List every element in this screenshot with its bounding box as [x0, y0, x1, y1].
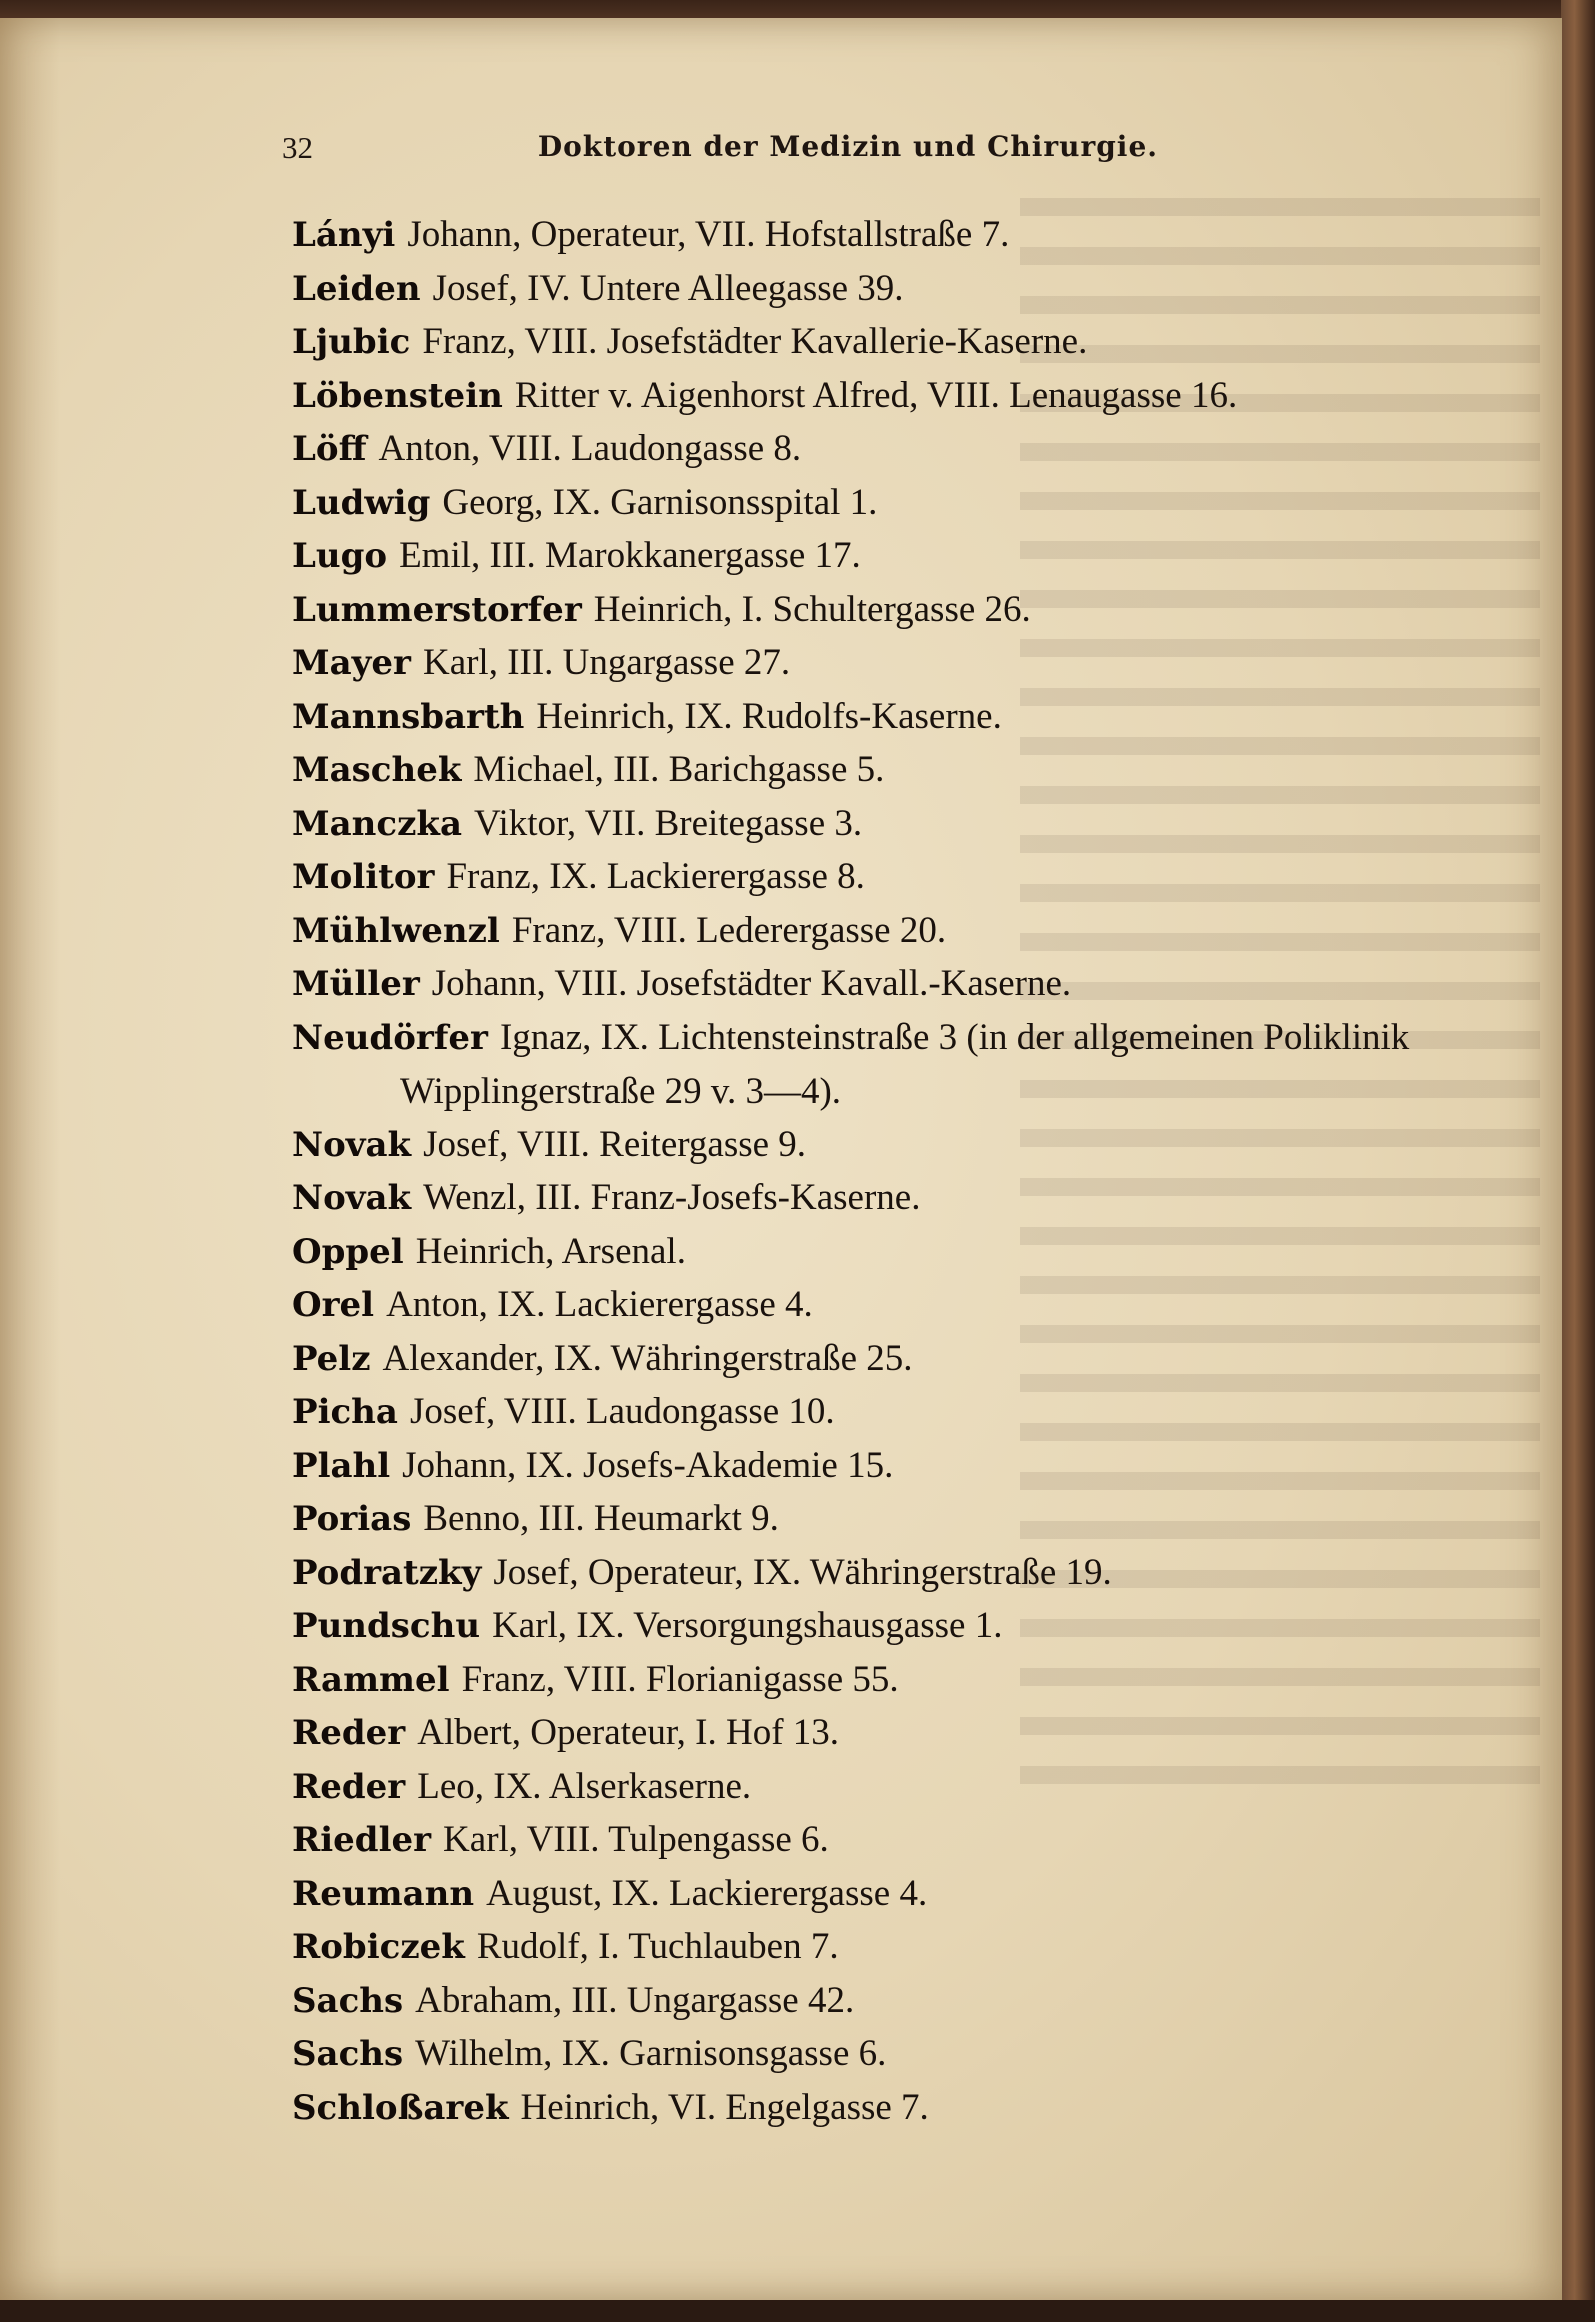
- list-item: [292, 262, 1522, 316]
- entry-detail: Johann, Operateur, VII. Hofstallstraße 7.: [407, 214, 1010, 255]
- entry-surname: Schloßarek: [292, 2087, 509, 2128]
- entry-surname: Podratzky: [292, 1552, 482, 1593]
- entry-surname: Pelz: [292, 1338, 371, 1379]
- entry-detail: Ritter v. Aigenhorst Alfred, VIII. Lenaugasse 16.: [514, 374, 1238, 416]
- entry-detail: Josef, Operateur, IX. Währingerstraße 19.: [493, 1551, 1112, 1593]
- entry-surname: Maschek: [292, 750, 462, 790]
- entry-surname: Plahl: [292, 1445, 391, 1486]
- entry-detail: Emil, III. Marokkanergasse 17.: [399, 535, 861, 576]
- entry-surname: Pundschu: [292, 1606, 481, 1646]
- list-item: [292, 904, 1522, 958]
- list-item: [292, 797, 1522, 851]
- page-header: [282, 130, 1158, 180]
- entry-detail: Anton, IX. Lackierergasse 4.: [386, 1284, 813, 1325]
- entry-detail: Ignaz, IX. Lichtensteinstraße 3 (in der allgemeinen Poliklinik: [499, 1016, 1410, 1058]
- entry-detail: Josef, VIII. Reitergasse 9.: [423, 1123, 807, 1165]
- entry-surname: Molitor: [292, 857, 435, 897]
- entry-surname: Picha: [292, 1392, 398, 1432]
- entry-detail: Rudolf, I. Tuchlauben 7.: [476, 1926, 839, 1967]
- list-item: [292, 850, 1522, 904]
- list-item: [292, 1920, 1522, 1974]
- entry-surname: Müller: [292, 964, 420, 1004]
- entry-detail: Abraham, III. Ungargasse 42.: [415, 1979, 855, 2021]
- list-item: [292, 1385, 1522, 1439]
- list-item: [292, 1599, 1522, 1653]
- list-item: [292, 2081, 1522, 2135]
- entry-detail: Wenzl, III. Franz-Josefs-Kaserne.: [423, 1177, 921, 1218]
- book-edge-right: [1561, 0, 1595, 2322]
- entry-detail: Heinrich, VI. Engelgasse 7.: [520, 2086, 929, 2128]
- entry-detail: Heinrich, I. Schultergasse 26.: [593, 588, 1031, 630]
- entry-detail: Heinrich, IX. Rudolfs-Kaserne.: [536, 695, 1002, 737]
- entry-surname: Sachs: [292, 2034, 404, 2074]
- entry-surname: Ludwig: [292, 482, 431, 523]
- entry-detail: August, IX. Lackierergasse 4.: [486, 1872, 928, 1914]
- list-item: [292, 1974, 1522, 2028]
- entry-detail: Karl, VIII. Tulpengasse 6.: [443, 1819, 829, 1860]
- entry-surname: Löbenstein: [292, 375, 503, 416]
- list-item: [292, 583, 1522, 637]
- running-head: Doktoren der Medizin und Chirurgie.: [537, 130, 1158, 163]
- entry-surname: Reumann: [292, 1873, 475, 1914]
- list-item: [292, 1332, 1522, 1386]
- book-edge-bottom: [0, 2300, 1595, 2322]
- list-item: [292, 1439, 1522, 1493]
- list-item: [292, 1653, 1522, 1707]
- entry-surname: Lummerstorfer: [292, 589, 582, 630]
- entry-surname: Mühlwenzl: [292, 910, 500, 951]
- list-item: [292, 1011, 1522, 1118]
- entry-surname: Lugo: [292, 536, 388, 576]
- entry-detail: Wilhelm, IX. Garnisonsgasse 6.: [415, 2033, 887, 2074]
- entry-surname: Riedler: [292, 1820, 432, 1860]
- entry-detail: Franz, VIII. Lederergasse 20.: [511, 909, 947, 951]
- entry-surname: Sachs: [292, 1980, 404, 2021]
- list-item: [292, 636, 1522, 690]
- entry-surname: Lányi: [292, 215, 396, 255]
- list-item: [292, 529, 1522, 583]
- entry-surname: Porias: [292, 1499, 412, 1539]
- entry-detail: Benno, III. Heumarkt 9.: [423, 1498, 779, 1539]
- entry-continuation: Wipplingerstraße 29 v. 3—4).: [400, 1071, 842, 1112]
- entry-surname: Mannsbarth: [292, 696, 525, 737]
- entry-detail: Alexander, IX. Währingerstraße 25.: [382, 1337, 913, 1379]
- list-item: [292, 690, 1522, 744]
- list-item: [292, 1867, 1522, 1921]
- list-item: [292, 2027, 1522, 2081]
- entry-surname: Leiden: [292, 268, 421, 309]
- entry-surname: Reder: [292, 1766, 406, 1807]
- entry-detail: Josef, IV. Untere Alleegasse 39.: [432, 267, 904, 309]
- list-item: [292, 315, 1522, 369]
- entry-detail: Michael, III. Barichgasse 5.: [473, 749, 885, 790]
- list-item: [292, 1118, 1522, 1172]
- list-item: [292, 1546, 1522, 1600]
- entry-surname: Robiczek: [292, 1927, 465, 1967]
- list-item: [292, 369, 1522, 423]
- list-item: [292, 1171, 1522, 1225]
- entry-detail: Johann, VIII. Josefstädter Kavall.-Kaserne.: [431, 963, 1072, 1004]
- list-item: [292, 743, 1522, 797]
- list-item: [292, 422, 1522, 476]
- entry-surname: Manczka: [292, 803, 462, 844]
- entry-detail: Anton, VIII. Laudongasse 8.: [378, 428, 802, 469]
- entry-detail: Johann, IX. Josefs-Akademie 15.: [402, 1444, 894, 1486]
- list-item: [292, 957, 1522, 1011]
- entry-detail: Leo, IX. Alserkaserne.: [417, 1765, 752, 1807]
- list-item: [292, 1492, 1522, 1546]
- list-item: [292, 1706, 1522, 1760]
- entry-surname: Orel: [292, 1285, 375, 1325]
- entry-surname: Rammel: [292, 1659, 450, 1700]
- entry-surname: Oppel: [292, 1231, 404, 1272]
- list-item: [292, 1760, 1522, 1814]
- list-item: [292, 208, 1522, 262]
- entry-surname: Novak: [292, 1178, 412, 1218]
- entry-detail: Franz, IX. Lackierergasse 8.: [446, 856, 865, 897]
- entry-detail: Georg, IX. Garnisonsspital 1.: [442, 481, 878, 523]
- entry-surname: Ljubic: [292, 322, 411, 362]
- entry-detail: Josef, VIII. Laudongasse 10.: [409, 1391, 835, 1432]
- entry-surname: Reder: [292, 1713, 406, 1753]
- entry-surname: Löff: [292, 429, 367, 469]
- entry-detail: Franz, VIII. Josefstädter Kavallerie-Kaserne.: [422, 321, 1088, 362]
- entry-detail: Viktor, VII. Breitegasse 3.: [473, 802, 863, 844]
- entry-detail: Karl, III. Ungargasse 27.: [422, 642, 791, 683]
- entry-surname: Neudörfer: [292, 1017, 488, 1058]
- entry-detail: Albert, Operateur, I. Hof 13.: [417, 1712, 840, 1753]
- list-item: [292, 1813, 1522, 1867]
- entry-detail: Franz, VIII. Florianigasse 55.: [461, 1658, 899, 1700]
- entry-detail: Karl, IX. Versorgungshausgasse 1.: [492, 1605, 1003, 1646]
- entry-surname: Mayer: [292, 643, 411, 683]
- entry-surname: Novak: [292, 1124, 412, 1165]
- list-item: [292, 476, 1522, 530]
- entry-detail: Heinrich, Arsenal.: [415, 1230, 686, 1272]
- list-item: [292, 1278, 1522, 1332]
- directory-list: [292, 208, 1522, 2134]
- book-page: [0, 18, 1562, 2300]
- list-item: [292, 1225, 1522, 1279]
- page-number: 32: [282, 130, 313, 165]
- page-gutter: [0, 18, 60, 2300]
